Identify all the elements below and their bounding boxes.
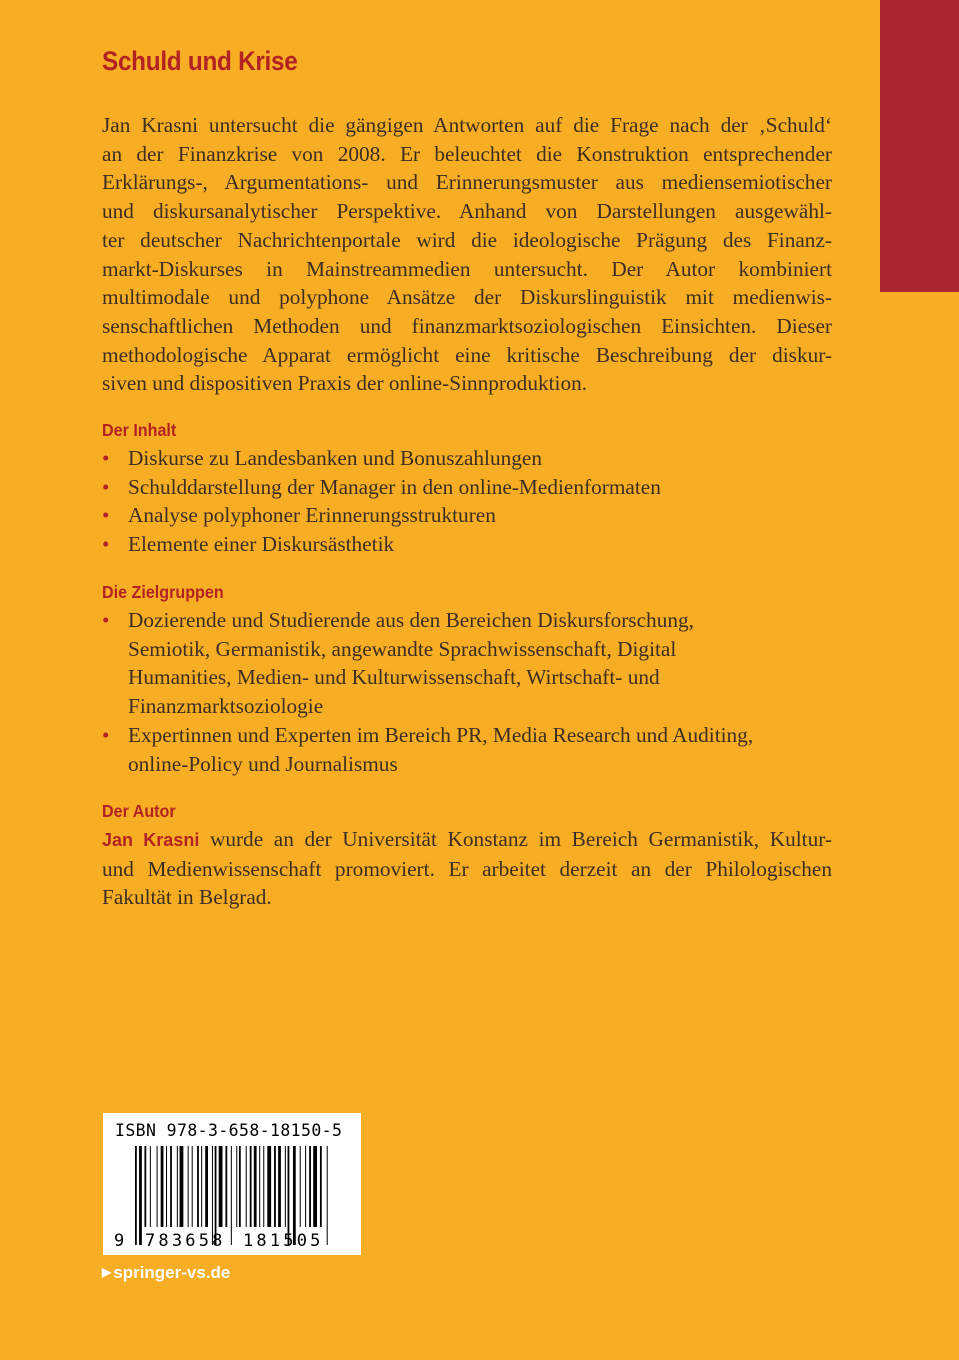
section-heading-zielgruppen: Die Zielgruppen (102, 582, 224, 602)
description-line: ter deutscher Nachrichtenportale wird die ideologische Prägung des Finanz- (102, 227, 832, 252)
barcode-bar (236, 1146, 237, 1227)
author-name: Jan Krasni (102, 830, 200, 850)
description-line: siven und dispositiven Praxis der online-Sinnproduktion. (102, 371, 588, 396)
barcode-bar (192, 1146, 193, 1227)
barcode-bar (161, 1146, 164, 1227)
description-line: methodologische Apparat ermöglicht eine kritische Beschreibung der diskur- (102, 342, 832, 367)
section-heading-inhalt: Der Inhalt (102, 420, 177, 440)
list-item: • Diskurse zu Landesbanken und Bonuszahlungen (102, 444, 661, 473)
ean-right-digits: 181505 (243, 1231, 324, 1251)
barcode-bar (320, 1146, 322, 1227)
barcode-bar (278, 1146, 281, 1227)
barcode-bar (239, 1146, 241, 1227)
list-item: • Schulddarstellung der Manager in den online-Medienformaten (102, 473, 661, 502)
barcode-bar (309, 1146, 311, 1227)
red-corner-tab (880, 0, 959, 292)
barcode-bar (246, 1146, 247, 1227)
barcode-bar (263, 1146, 264, 1227)
description (102, 111, 832, 398)
barcode-bar (201, 1146, 202, 1227)
barcode-bar (285, 1146, 286, 1227)
description-line: multimodale und polyphone Ansätze der Diskurslinguistik mit medienwis- (102, 285, 832, 310)
barcode-bar (231, 1146, 232, 1245)
barcode-bar (219, 1146, 223, 1227)
barcode-bar (300, 1146, 301, 1227)
bullet-icon: • (102, 608, 110, 632)
bullet-icon: • (102, 532, 110, 557)
author-bio-line: und Medienwissenschaft promoviert. Er arbeitet derzeit an der Philologischen (102, 856, 832, 881)
ean-first-digit: 9 (114, 1231, 125, 1251)
section-heading-autor: Der Autor (102, 801, 176, 821)
zielgruppen-list (102, 606, 753, 778)
book-title: Schuld und Krise (102, 46, 298, 76)
barcode-bar (180, 1146, 184, 1227)
description-line: Jan Krasni untersucht die gängigen Antworten auf die Frage nach der ‚Schuld‘ (102, 113, 832, 137)
author-bio-line: Fakultät in Belgrad. (102, 885, 272, 910)
barcode-bar (205, 1146, 208, 1227)
description-line: senschaftlichen Methoden und finanzmarktsoziologischen Einsichten. Dieser (102, 313, 832, 338)
barcode-bar (170, 1146, 172, 1227)
barcode-bar (259, 1146, 260, 1227)
barcode-bar (250, 1146, 252, 1227)
ean-left-digits: 783658 (145, 1231, 226, 1251)
barcode-bar (150, 1146, 151, 1227)
barcode-bar (305, 1146, 306, 1227)
barcode-bar (135, 1146, 137, 1245)
author-bio-line: Jan Krasni wurde an der Universität Konstanz im Bereich Germanistik, Kultur- (102, 827, 832, 851)
list-item: • Analyse polyphoner Erinnerungsstrukturen (102, 501, 661, 530)
isbn-label: ISBN 978-3-658-18150-5 (115, 1121, 343, 1140)
barcode-bar (327, 1146, 328, 1245)
barcode-bar (197, 1146, 199, 1227)
barcode-bar (144, 1146, 146, 1227)
author-bio (102, 825, 832, 912)
barcode-bar (139, 1146, 142, 1245)
list-item: • Elemente einer Diskursästhetik (102, 530, 661, 559)
description-line: und diskursanalytischer Perspektive. Anhand von Darstellungen ausgewähl- (102, 199, 832, 224)
bullet-icon: • (102, 503, 110, 528)
bullet-icon: • (102, 722, 110, 747)
barcode-bar (157, 1146, 158, 1227)
isbn-barcode (103, 1113, 361, 1255)
inhalt-list (102, 444, 661, 559)
description-line: an der Finanzkrise von 2008. Er beleuchtet die Konstruktion entsprechender (102, 141, 832, 166)
barcode-bar (188, 1146, 189, 1227)
play-arrow-icon: ▶ (102, 1265, 112, 1279)
description-line: markt-Diskurses in Mainstreammedien untersucht. Der Autor kombiniert (102, 256, 832, 281)
publisher-link[interactable]: ▶ springer-vs.de (102, 1263, 231, 1282)
barcode-bar (177, 1146, 178, 1227)
barcode-bar (313, 1146, 317, 1227)
barcode-bar (254, 1146, 257, 1227)
barcode-bar (274, 1146, 276, 1227)
list-item: • Expertinnen und Experten im Bereich PR, Media Research und Auditing, online-Policy und Journalismus (102, 722, 754, 776)
description-line: Erklärungs-, Argumentations- und Erinnerungsmuster aus mediensemiotischer (102, 170, 832, 195)
bullet-icon: • (102, 446, 110, 470)
barcode-bar (166, 1146, 167, 1227)
barcode-bar (225, 1146, 227, 1227)
barcode-bar (267, 1146, 271, 1227)
bullet-icon: • (102, 474, 110, 499)
list-item: • Dozierende und Studierende aus den Bereichen Diskursforschung, Semiotik, Germanistik, angewandte Sprachwissenschaft, Digital Humanities, Medien- und Kulturwissenschaft, Wirtschaft- und Finanzmarktsoziologie (102, 608, 694, 719)
